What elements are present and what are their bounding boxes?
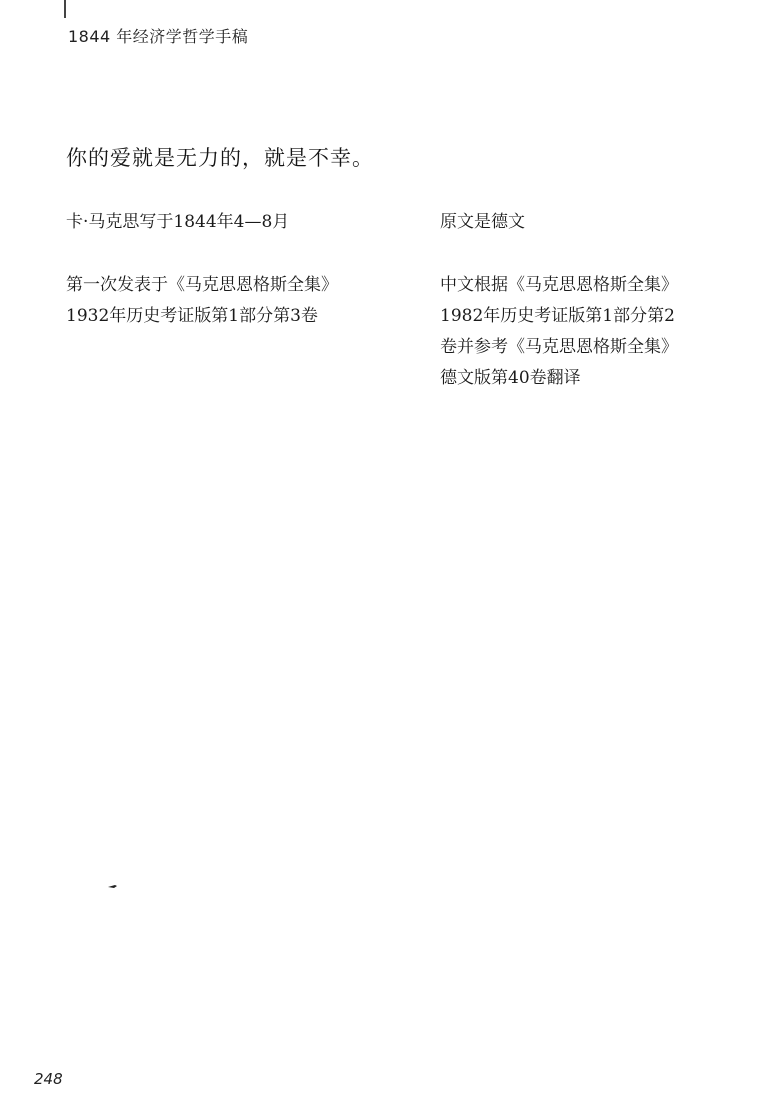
colophon-line: 1932年历史考证版第1部分第3卷 <box>66 306 318 326</box>
colophon-line: 第一次发表于《马克思恩格斯全集》 <box>66 275 338 295</box>
page-number: 248 <box>34 1070 63 1088</box>
colophon-translation-basis <box>440 270 740 394</box>
colophon-line: 德文版第40卷翻译 <box>440 368 581 388</box>
scan-speck <box>108 884 118 889</box>
colophon-line: 中文根据《马克思恩格斯全集》 <box>440 275 678 295</box>
colophon-line: 1982年历史考证版第1部分第2 <box>440 306 675 326</box>
colophon-original-language <box>440 207 740 238</box>
margin-rule <box>64 0 66 18</box>
colophon-first-published <box>66 270 396 332</box>
running-head: 1844 年经济学哲学手稿 <box>68 27 249 46</box>
closing-line: 你的爱就是无力的，就是不幸。 <box>66 146 374 170</box>
colophon-line: 卷并参考《马克思恩格斯全集》 <box>440 337 678 357</box>
colophon-line: 卡·马克思写于1844年4—8月 <box>66 212 290 232</box>
colophon-line: 原文是德文 <box>440 212 525 232</box>
colophon-written-date <box>66 207 396 238</box>
